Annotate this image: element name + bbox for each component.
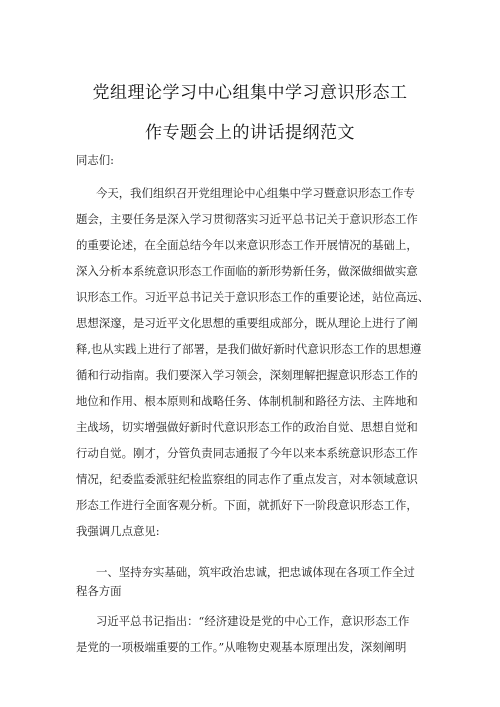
paragraph-line: 地位和作用、根本原则和战略任务、体制机制和路径方法、主阵地和 [76, 394, 418, 408]
paragraph-line: 释,也从实践上进行了部署，是我们做好新时代意识形态工作的思想遵 [76, 342, 422, 356]
paragraph-line: 我强调几点意见: [76, 524, 160, 538]
section-heading-line: 一、坚持夯实基础，筑牢政治忠诚，把忠诚体现在各项工作全过 [96, 565, 415, 579]
paragraph-line: 主战场，切实增强做好新时代意识形态工作的政治自觉、思想自觉和 [76, 420, 418, 434]
section-heading-line: 程各方面 [76, 584, 122, 598]
paragraph-line: 行动自觉。刚才，分管负责同志通报了今年以来本系统意识形态工作 [76, 446, 418, 460]
paragraph-line: 思想深邃，是习近平文化思想的重要组成部分，既从理论上进行了阐 [76, 316, 418, 330]
paragraph-line: 今天，我们组织召开党组理论中心组集中学习暨意识形态工作专 [96, 186, 415, 200]
paragraph-line: 题会，主要任务是深入学习贯彻落实习近平总书记关于意识形态工作 [76, 212, 418, 226]
document-title-line-2: 作专题会上的讲话提纲范文 [145, 123, 355, 143]
paragraph-line: 识形态工作。习近平总书记关于意识形态工作的重要论述，站位高远、 [76, 290, 430, 304]
paragraph-line: 是党的一项极端重要的工作。”从唯物史观基本原理出发，深刻阐明 [76, 640, 407, 654]
paragraph-line: 形态工作进行全面客观分析。下面，就抓好下一阶段意识形态工作， [76, 498, 418, 512]
salutation: 同志们: [76, 153, 115, 167]
paragraph-line: 循和行动指南。我们要深入学习领会，深刻理解把握意识形态工作的 [76, 368, 418, 382]
paragraph-line: 习近平总书记指出：“经济建设是党的中心工作，意识形态工作 [96, 614, 410, 628]
paragraph-line: 情况，纪委监委派驻纪检监察组的同志作了重点发言，对本领域意识 [76, 472, 418, 486]
paragraph-line: 的重要论述，在全面总结今年以来意识形态工作开展情况的基础上， [76, 238, 418, 252]
document-title-line-1: 党组理论学习中心组集中学习意识形态工 [92, 83, 408, 103]
paragraph-line: 深入分析本系统意识形态工作面临的新形势新任务，做深做细做实意 [76, 264, 418, 278]
